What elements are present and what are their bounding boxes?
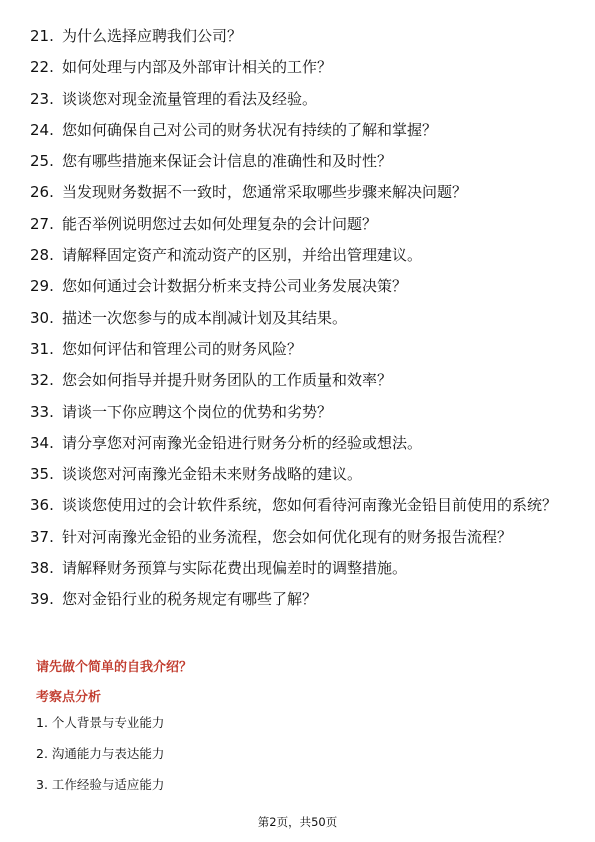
intro-heading: 请先做个简单的自我介绍？ [36, 660, 193, 675]
question-text: 谈谈您对河南豫光金铅未来财务战略的建议。 [62, 465, 363, 484]
question-item [30, 588, 570, 611]
question-item [30, 275, 570, 298]
question-number: 25. [30, 152, 54, 171]
question-number: 33. [30, 402, 54, 421]
analysis-heading: 考察点分析 [36, 690, 102, 705]
question-text: 能否举例说明您过去如何处理复杂的会计问题？ [62, 214, 378, 233]
analysis-points-list [36, 714, 164, 807]
question-item [30, 526, 570, 549]
question-number: 28. [30, 246, 54, 265]
question-text: 您会如何指导并提升财务团队的工作质量和效率？ [62, 371, 393, 390]
question-item [30, 244, 570, 267]
question-item [30, 401, 570, 424]
analysis-point: 1. 个人背景与专业能力 [36, 715, 165, 730]
page-number-footer: 第2页，共50页 [257, 815, 338, 829]
question-number: 23. [30, 89, 54, 108]
question-text: 如何处理与内部及外部审计相关的工作？ [62, 58, 333, 77]
question-item [30, 56, 570, 79]
question-text: 您对金铅行业的税务规定有哪些了解？ [62, 590, 318, 609]
question-item [30, 150, 570, 173]
question-item [30, 213, 570, 236]
question-text: 描述一次您参与的成本削减计划及其结果。 [62, 308, 348, 327]
question-number: 34. [30, 433, 54, 452]
question-item [30, 557, 570, 580]
question-text: 请解释财务预算与实际花费出现偏差时的调整措施。 [62, 559, 408, 578]
question-text: 请分享您对河南豫光金铅进行财务分析的经验或想法。 [62, 433, 423, 452]
question-item [30, 307, 570, 330]
question-number: 29. [30, 277, 54, 296]
question-item [30, 463, 570, 486]
question-list [30, 25, 570, 620]
question-number: 36. [30, 496, 54, 515]
question-item [30, 494, 570, 517]
question-item [30, 338, 570, 361]
question-text: 请谈一下你应聘这个岗位的优势和劣势？ [62, 402, 333, 421]
question-text: 为什么选择应聘我们公司？ [62, 27, 243, 45]
question-item [30, 88, 570, 111]
question-number: 24. [30, 120, 54, 139]
question-text: 您如何评估和管理公司的财务风险？ [62, 339, 303, 358]
question-item [30, 119, 570, 142]
question-number: 37. [30, 527, 54, 546]
question-item [30, 181, 570, 204]
question-item [30, 369, 570, 392]
question-text: 请解释固定资产和流动资产的区别，并给出管理建议。 [62, 246, 423, 265]
question-text: 谈谈您使用过的会计软件系统，您如何看待河南豫光金铅目前使用的系统？ [62, 496, 558, 515]
question-number: 21. [30, 27, 54, 45]
question-text: 您有哪些措施来保证会计信息的准确性和及时性？ [62, 152, 393, 171]
question-number: 30. [30, 308, 54, 327]
question-number: 35. [30, 465, 54, 484]
question-text: 当发现财务数据不一致时，您通常采取哪些步骤来解决问题？ [62, 183, 468, 202]
question-text: 针对河南豫光金铅的业务流程，您会如何优化现有的财务报告流程？ [62, 527, 513, 546]
analysis-point: 2. 沟通能力与表达能力 [36, 746, 165, 761]
question-number: 32. [30, 371, 54, 390]
question-number: 39. [30, 590, 54, 609]
question-number: 22. [30, 58, 54, 77]
analysis-point: 3. 工作经验与适应能力 [36, 777, 165, 792]
question-text: 您如何通过会计数据分析来支持公司业务发展决策？ [62, 277, 408, 296]
question-number: 38. [30, 559, 54, 578]
question-number: 26. [30, 183, 54, 202]
question-text: 谈谈您对现金流量管理的看法及经验。 [62, 89, 318, 108]
question-number: 27. [30, 214, 54, 233]
question-text: 您如何确保自己对公司的财务状况有持续的了解和掌握？ [62, 120, 438, 139]
question-item [30, 25, 570, 48]
question-item [30, 432, 570, 455]
question-number: 31. [30, 339, 54, 358]
